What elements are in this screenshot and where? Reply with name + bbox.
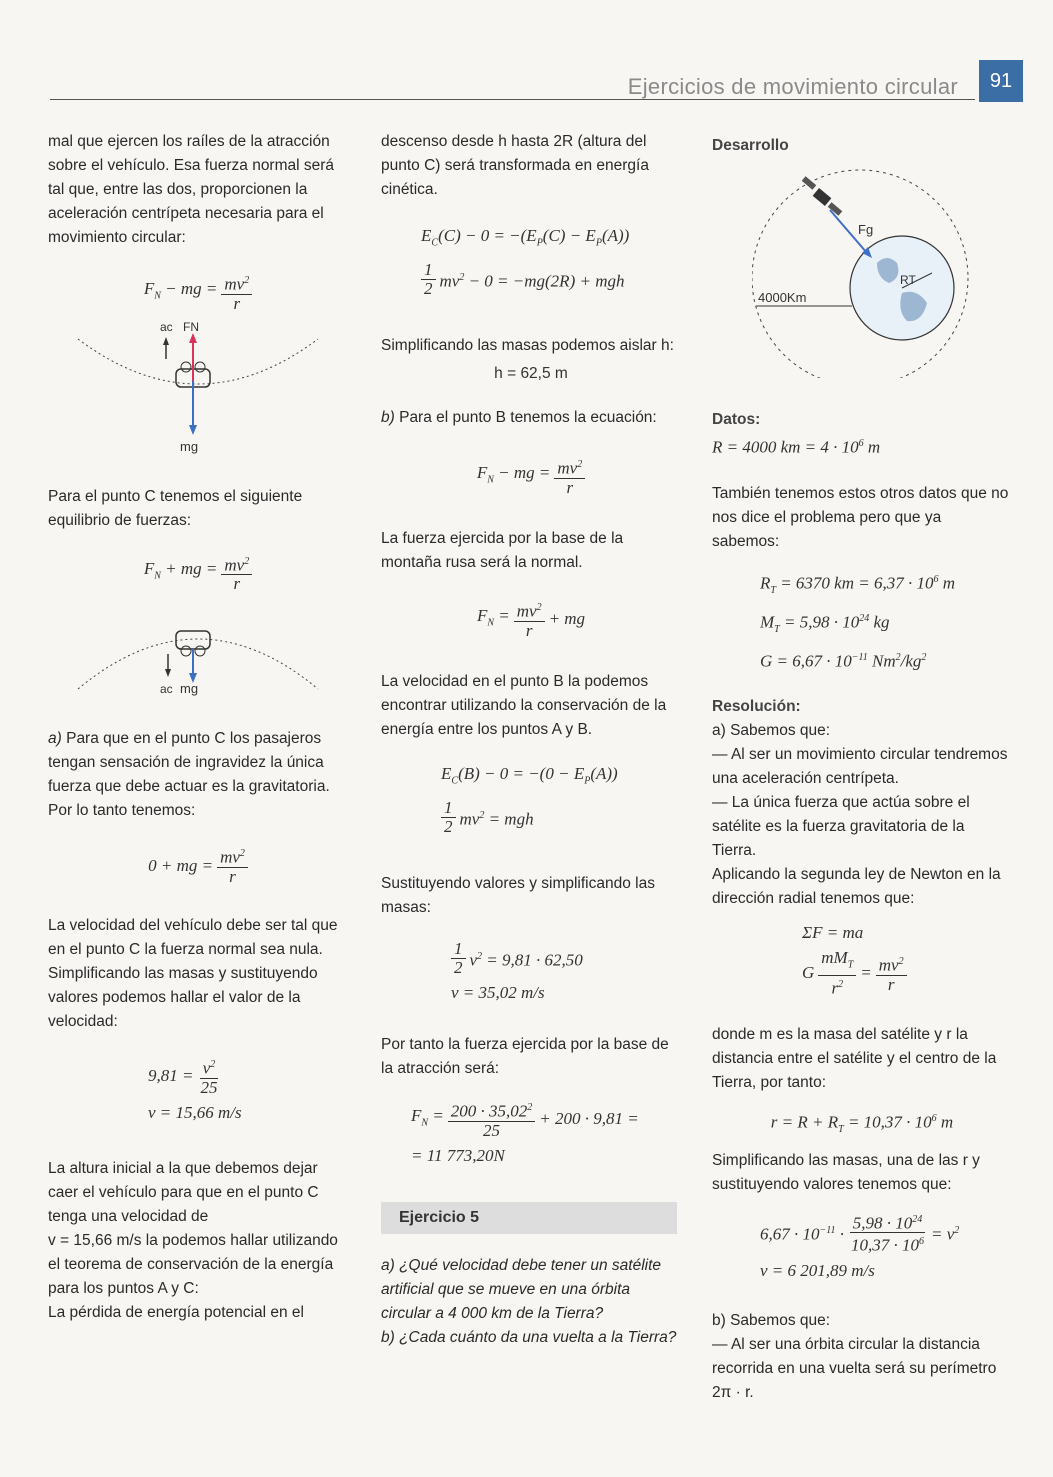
paragraph: 2π · r. <box>712 1383 754 1401</box>
column-1 <box>48 130 348 1325</box>
label-fn: FN <box>183 319 199 334</box>
equation-fn-plus-mg: $F_N$ + mg = $\frac{mv^2}{r}$ <box>48 553 348 594</box>
equation-velocity-c: 9,81 = $\frac{v^2}{25}$ v = 15,66 m/s <box>148 1056 348 1125</box>
paragraph: La altura inicial a la que debemos dejar caer el vehículo para que en el punto C tenga una velocidad de <box>48 1159 319 1225</box>
label-fg: Fg <box>858 222 874 237</box>
paragraph: a) Sabemos que: <box>712 722 831 740</box>
paragraph: La fuerza ejercida por la base de la montaña rusa será la normal. <box>381 530 624 572</box>
label-mg: mg <box>180 681 199 697</box>
exercise-title: Ejercicio 5 <box>381 1202 677 1234</box>
equation-energy-ab: $E_C(B) - 0 = -(0 - E_P(A))$ $\frac{1}{2}$ $mv^2$ = mgh <box>441 763 618 837</box>
equation-fn: $F_N$ = $\frac{mv^2}{r}$ + mg <box>381 599 681 640</box>
header-title: Ejercicios de movimiento circular <box>627 74 958 99</box>
equation-fn-result: $F_N$ = $\frac{200 \cdot 35,02^2}{25}$ + 200 · 9,81 = = 11 773,20N <box>411 1099 681 1168</box>
paragraph: Simplificando las masas podemos aislar h: <box>381 337 674 355</box>
equation-zero-plus-mg: 0 + mg = $\frac{mv^2}{r}$ <box>48 845 348 886</box>
figure-satellite-orbit <box>752 158 1022 378</box>
question-a: a) ¿Qué velocidad debe tener un satélite artificial que se mueve en una órbita circular a 4 000 km de la Tierra? <box>381 1256 662 1322</box>
label-rt: RT <box>900 273 916 287</box>
figure-point-b <box>48 319 348 459</box>
paragraph: a) Para que en el punto C los pasajeros tengan sensación de ingravidez la única fuerza que debe actuar es la gravitatoria. Por lo tanto tenemos: <box>48 730 330 820</box>
paragraph: Aplicando la segunda ley de Newton en la dirección radial tenemos que: <box>712 866 1001 908</box>
result-h: h = 62,5 m <box>494 365 568 383</box>
question-b: b) ¿Cada cuánto da una vuelta a la Tierra? <box>381 1328 677 1346</box>
section-desarrollo: Desarrollo <box>712 137 789 154</box>
page-number: 91 <box>979 60 1023 102</box>
paragraph: Sustituyendo valores y simplificando las masas: <box>381 875 655 917</box>
paragraph: — La única fuerza que actúa sobre el satélite es la fuerza gravitatoria de la Tierra. <box>712 794 970 860</box>
paragraph: mal que ejercen los raíles de la atracción sobre el vehículo. Esa fuerza normal será tal que, entre las dos, proporcionen la aceleración centrípeta necesaria para el movimiento circular: <box>48 133 335 246</box>
equation-r: $r = R + R_T = 10,37 \cdot 10^6$ m <box>770 1113 954 1136</box>
data-r: R = 4000 km = $4 \cdot 10^6$ m <box>712 437 881 457</box>
paragraph: donde m es la masa del satélite y r la distancia entre el satélite y el centro de la Tierra, por tanto: <box>712 1026 997 1092</box>
paragraph: v = 15,66 m/s la podemos hallar utilizando el teorema de conservación de la energía para los puntos A y C: <box>48 1231 338 1297</box>
equation-velocity-b: $\frac{1}{2}$ $v^2 = 9,81 \cdot 62,50$ v = 35,02 m/s <box>451 939 583 1003</box>
figure-point-c <box>48 599 348 699</box>
paragraph: La pérdida de energía potencial en el <box>48 1303 304 1321</box>
header-rule <box>50 99 975 100</box>
column-3 <box>712 130 1012 1405</box>
equation-fn-minus-mg: $F_N$ − mg = $\frac{mv^2}{r}$ <box>48 272 348 313</box>
paragraph: b) Sabemos que: <box>712 1311 831 1329</box>
equation-velocity-satellite: $6,67 \cdot 10^{-11}$ · $\frac{5,98 \cdot 10^{24}}{10,37 \cdot 10^6}$ = $v^2$ v = 6 201,89 m/s <box>760 1211 1012 1283</box>
satellite-icon <box>802 176 843 216</box>
paragraph: b) Para el punto B tenemos la ecuación: <box>381 409 657 427</box>
paragraph: Simplificando las masas, una de las r y sustituyendo valores tenemos que: <box>712 1151 980 1193</box>
paragraph: La velocidad del vehículo debe ser tal que en el punto C la fuerza normal sea nula. Simplificando las masas y sustituyendo valores podemos hallar el valor de la velocidad: <box>48 916 338 1030</box>
equation-energy-ac: $E_C(C) - 0 = -(E_P(C) - E_P(A))$ $\frac{1}{2}$ $mv^2 - 0 = -mg(2R)$ + mgh <box>421 226 630 299</box>
paragraph: También tenemos estos otros datos que no nos dice el problema pero que ya sabemos: <box>712 484 1009 550</box>
label-ac: ac <box>160 319 173 334</box>
section-resolucion: Resolución: <box>712 698 801 716</box>
paragraph: — Al ser una órbita circular la distancia recorrida en una vuelta será su perímetro <box>712 1335 997 1377</box>
equation-newton: ΣF = ma G $\frac{mM_T}{r^2}$ = $\frac{mv^2}{r}$ <box>802 921 1012 997</box>
label-distance: 4000Km <box>758 290 807 305</box>
data-known: $R_T = 6370$ km = $6,37 \cdot 10^6$ m $M_T = 5,98 \cdot 10^{24}$ kg $G = 6,67 \cdot 10^{-11}$ $Nm^2/kg^2$ <box>760 573 955 671</box>
section-datos: Datos: <box>712 411 761 428</box>
paragraph: Por tanto la fuerza ejercida por la base de la atracción será: <box>381 1036 669 1078</box>
paragraph: descenso desde h hasta 2R (altura del punto C) será transformada en energía cinética. <box>381 133 649 198</box>
equation-point-b: $F_N$ − mg = $\frac{mv^2}{r}$ <box>381 456 681 497</box>
label-ac: ac <box>160 682 173 697</box>
column-2 <box>381 130 681 1350</box>
paragraph: Para el punto C tenemos el siguiente equilibrio de fuerzas: <box>48 487 303 529</box>
paragraph: — Al ser un movimiento circular tendremos una aceleración centrípeta. <box>712 746 1008 788</box>
paragraph: La velocidad en el punto B la podemos encontrar utilizando la conservación de la energía entre los puntos A y B. <box>381 672 667 738</box>
label-mg: mg <box>180 438 199 454</box>
